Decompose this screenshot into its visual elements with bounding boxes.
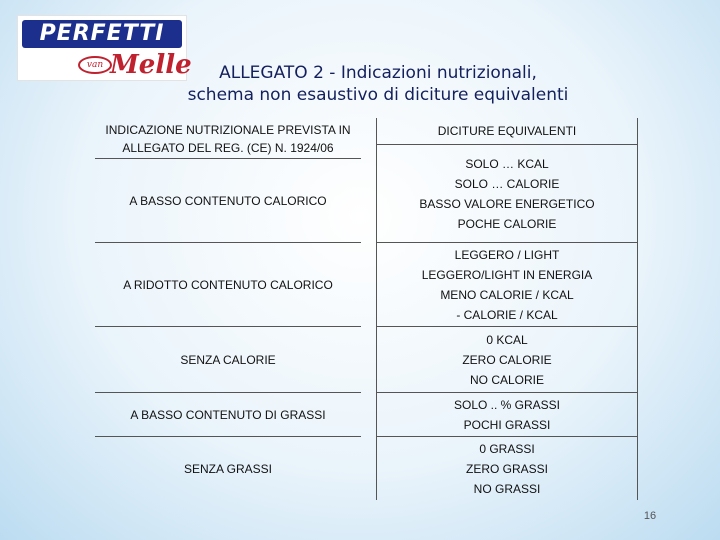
table-header-equivalents-text: DICITURE EQUIVALENTI — [437, 124, 577, 138]
table-row-claim — [95, 159, 361, 242]
slide-title — [150, 62, 606, 106]
table-row-claim — [95, 243, 361, 326]
slide-title-line-1: ALLEGATO 2 - Indicazioni nutrizionali, — [219, 63, 537, 83]
logo-melle-wordmark: Melle — [110, 50, 192, 80]
table-row-equivalents — [376, 145, 638, 242]
equivalent-text: MENO CALORIE / KCAL — [440, 287, 574, 302]
table-header-claim-text: INDICAZIONE NUTRIZIONALE PREVISTA IN ALLEGATO DEL REG. (CE) N. 1924/06 — [105, 122, 351, 155]
equivalent-text: - CALORIE / KCAL — [456, 307, 558, 322]
claim-text: A BASSO CONTENUTO CALORICO — [129, 193, 327, 208]
claim-text: A BASSO CONTENUTO DI GRASSI — [130, 407, 326, 422]
table-row-equivalents — [376, 243, 638, 326]
equivalent-text: POCHI GRASSI — [463, 417, 551, 432]
claim-text: SENZA GRASSI — [183, 461, 273, 476]
table-row-claim — [95, 327, 361, 392]
equivalent-text: BASSO VALORE ENERGETICO — [419, 196, 595, 211]
table-row-equivalents — [376, 327, 638, 392]
equivalent-text: 0 KCAL — [486, 332, 528, 347]
equivalent-text: LEGGERO/LIGHT IN ENERGIA — [421, 267, 593, 282]
table-row-equivalents — [376, 437, 638, 500]
equivalent-text: NO CALORIE — [469, 372, 544, 387]
claim-text: SENZA CALORIE — [180, 352, 276, 367]
equivalent-text: ZERO GRASSI — [465, 461, 548, 476]
slide-title-line-2: schema non esaustivo di diciture equivalenti — [187, 85, 569, 105]
equivalent-text: 0 GRASSI — [479, 441, 535, 456]
table-column-divider — [376, 118, 377, 500]
equivalent-text: POCHE CALORIE — [457, 216, 557, 231]
table-row-equivalents — [376, 393, 638, 436]
equivalent-text: SOLO … KCAL — [465, 156, 549, 171]
table-header-claim — [95, 118, 361, 159]
equivalent-text: ZERO CALORIE — [462, 352, 552, 367]
table-row-claim — [95, 437, 361, 500]
table-header-equivalents — [376, 118, 638, 144]
logo-van-oval: van — [78, 56, 112, 74]
page-number: 16 — [643, 510, 657, 522]
claim-text: A RIDOTTO CONTENUTO CALORICO — [123, 277, 333, 292]
logo-perfetti-wordmark: PERFETTI — [22, 20, 182, 48]
equivalent-text: LEGGERO / LIGHT — [454, 247, 560, 262]
table-column-divider — [637, 118, 638, 500]
table-row-claim — [95, 393, 361, 436]
equivalent-text: NO GRASSI — [473, 481, 541, 496]
equivalent-text: SOLO .. % GRASSI — [453, 397, 561, 412]
equivalent-text: SOLO … CALORIE — [454, 176, 560, 191]
